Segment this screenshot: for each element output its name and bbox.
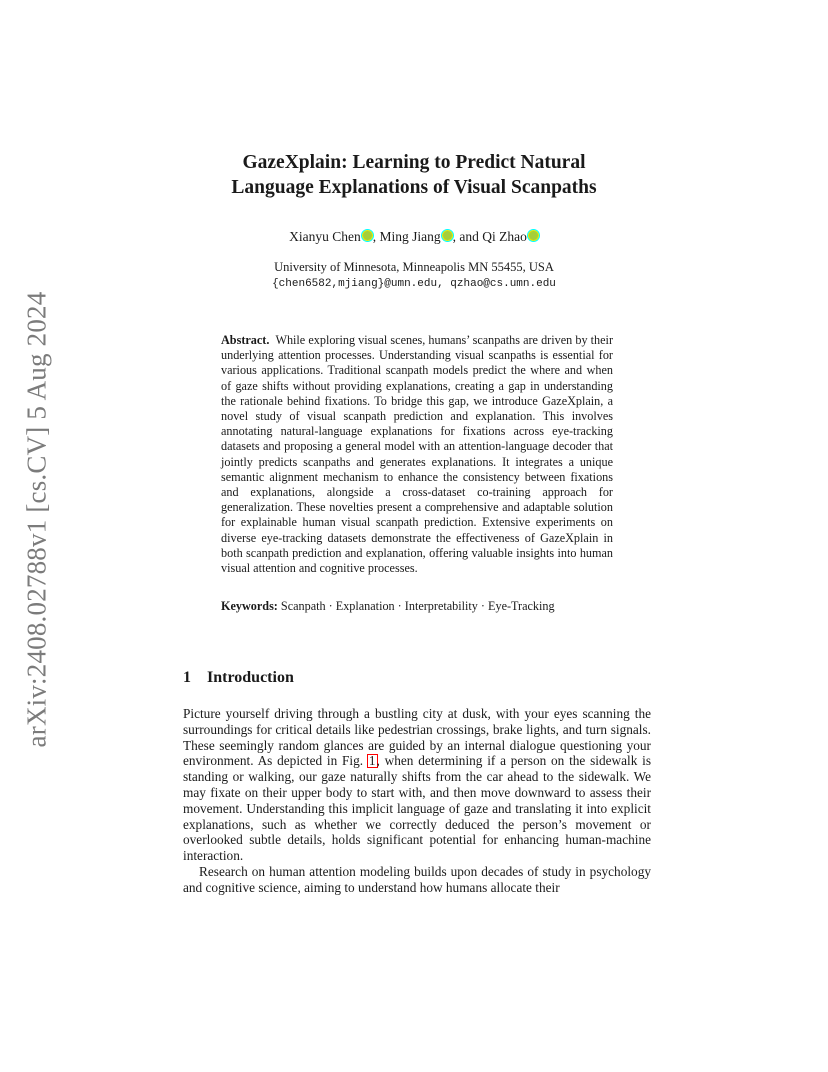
author-name: Xianyu Chen: [289, 229, 361, 244]
abstract-text: While exploring visual scenes, humans’ scanpaths are driven by their underlying attention processes. Understanding visual scanpaths is essential for various applications. Traditional scanpath models predict the where and when of gaze shifts without providing explanations, creating a gap in understanding the rationale behind fixations. To bridge this gap, we introduce GazeXplain, a novel study of visual scanpath prediction and explanation. This involves annotating natural-language explanations for fixations across eye-tracking datasets and proposing a general model with an attention-language decoder that jointly predicts scanpaths and generates explanations. It integrates a unique semantic alignment mechanism to enhance the consistency between fixations and explanations, alongside a cross-dataset co-training approach for generalization. These novelties present a comprehensive and adaptable solution for explainable human visual scanpath prediction. Extensive experiments on diverse eye-tracking datasets demonstrate the effectiveness of GazeXplain in both scanpath prediction and explanation, offering valuable insights into human visual attention and cognitive processes.: [221, 333, 613, 576]
introduction-body: [183, 706, 651, 896]
paragraph-text: Picture yourself driving through a bustling city at dusk, with your eyes scanning the surroundings for critical details like pedestrian crossings, brake lights, and turn signals. These seemingly random glances are guided by an internal dialogue questioning your environment. As depicted in Fig.: [183, 706, 651, 769]
keywords-label: Keywords:: [221, 599, 278, 613]
paragraph: Research on human attention modeling builds upon decades of study in psychology and cognitive science, aiming to understand how humans allocate their: [183, 863, 651, 895]
arxiv-identifier-text: arXiv:2408.02788v1 [cs.CV] 5 Aug 2024: [21, 291, 52, 747]
orcid-icon[interactable]: [442, 230, 453, 241]
section-number: 1: [183, 669, 191, 686]
section-heading: [183, 669, 294, 687]
section-title: Introduction: [207, 669, 294, 686]
author-name: Ming Jiang: [379, 229, 441, 244]
affiliation: University of Minnesota, Minneapolis MN 55455, USA: [274, 260, 554, 274]
arxiv-identifier: [22, 288, 52, 750]
author-separator: ,: [372, 229, 380, 244]
email-addresses: {chen6582,mjiang}@umn.edu, qzhao@cs.umn.edu: [272, 278, 556, 290]
author-list: [0, 229, 828, 245]
figure-reference-link[interactable]: 1: [368, 753, 376, 769]
title-line-1: GazeXplain: Learning to Predict Natural: [242, 152, 586, 173]
keywords: [221, 599, 613, 614]
author-name: Qi Zhao: [482, 229, 527, 244]
paragraph: [183, 706, 651, 864]
orcid-icon[interactable]: [362, 230, 373, 241]
keywords-text: Scanpath · Explanation · Interpretability · Eye-Tracking: [280, 599, 555, 613]
paragraph-text: , when determining if a person on the sidewalk is standing or walking, our gaze naturally shifts from the car ahead to the sidewalk. We may fixate on their upper body to start with, and then move downward to assess their movement. Understanding this implicit language of gaze and translating it into explicit explanations, such as whether we correctly deduced the person’s movement or overlooked subtle details, holds significant potential for enhancing human-machine interaction.: [183, 753, 651, 864]
affiliation-block: [0, 259, 828, 293]
orcid-icon[interactable]: [528, 230, 539, 241]
abstract-label: Abstract.: [221, 333, 270, 347]
abstract: [221, 333, 613, 576]
paper-title: [0, 150, 828, 200]
author-separator: , and: [452, 229, 483, 244]
title-line-2: Language Explanations of Visual Scanpaths: [231, 177, 597, 198]
